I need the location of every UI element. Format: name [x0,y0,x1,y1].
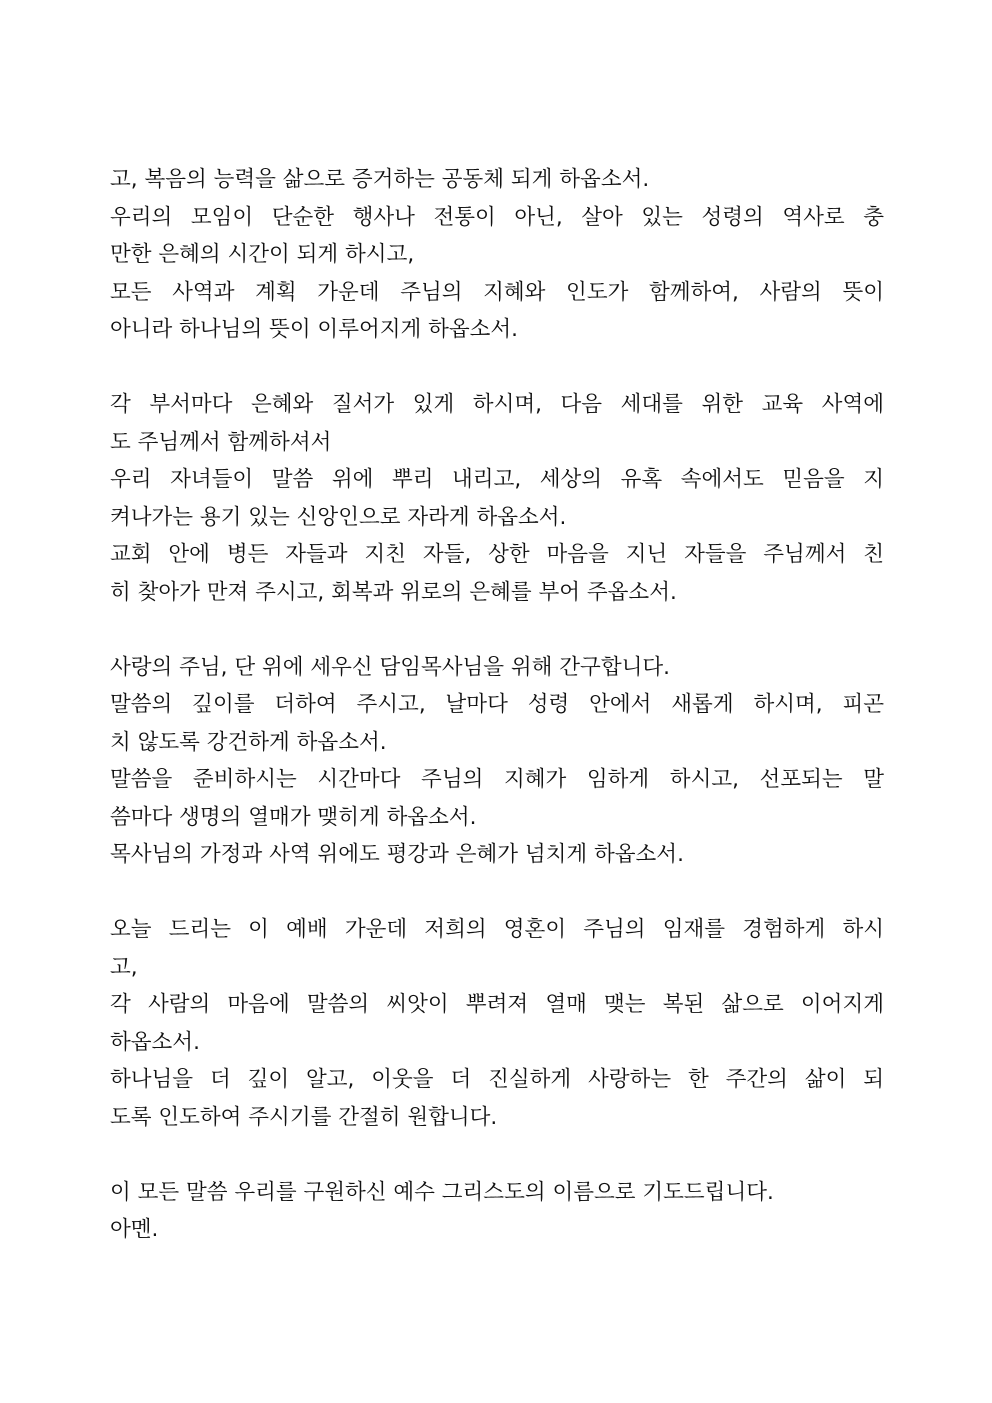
paragraph-2 [110,386,884,611]
text-line: 고, [110,954,138,980]
text-line: 모든 사역과 계획 가운데 주님의 지혜와 인도가 함께하여, 사람의 뜻이 [110,279,884,305]
paragraph-3 [110,649,884,874]
text-line: 교회 안에 병든 자들과 지친 자들, 상한 마음을 지닌 자들을 주님께서 친 [110,542,884,567]
text-line: 오늘 드리는 이 예배 가운데 저희의 영혼이 주님의 임재를 경험하게 하시 [110,917,884,942]
text-line: 켜나가는 용기 있는 신앙인으로 자라게 하옵소서. [110,504,567,530]
prayer-text [110,161,884,1249]
text-line: 말씀의 깊이를 더하여 주시고, 날마다 성령 안에서 새롭게 하시며, 피곤 [110,692,884,717]
text-line: 만한 은혜의 시간이 되게 하시고, [110,242,415,267]
paragraph-1 [110,161,884,349]
text-line: 하옵소서. [110,1029,200,1055]
text-line: 각 사람의 마음에 말씀의 씨앗이 뿌려져 열매 맺는 복된 삶으로 이어지게 [110,992,884,1017]
text-line: 도 주님께서 함께하셔서 [110,429,332,455]
text-line: 우리 자녀들이 말씀 위에 뿌리 내리고, 세상의 유혹 속에서도 믿음을 지 [110,467,884,492]
text-line: 씀마다 생명의 열매가 맺히게 하옵소서. [110,804,477,830]
text-line: 도록 인도하여 주시기를 간절히 원합니다. [110,1104,498,1130]
paragraph-gap [110,611,884,649]
text-line: 사랑의 주님, 단 위에 세우신 담임목사님을 위해 간구합니다. [110,654,670,680]
text-line: 아니라 하나님의 뜻이 이루어지게 하옵소서. [110,317,519,342]
paragraph-gap [110,349,884,387]
text-line: 히 찾아가 만져 주시고, 회복과 위로의 은혜를 부어 주옵소서. [110,579,677,605]
text-line: 각 부서마다 은혜와 질서가 있게 하시며, 다음 세대를 위한 교육 사역에 [110,392,884,417]
paragraph-4 [110,911,884,1136]
text-line: 이 모든 말씀 우리를 구원하신 예수 그리스도의 이름으로 기도드립니다. [110,1179,774,1205]
text-line: 아멘. [110,1217,159,1242]
text-line: 고, 복음의 능력을 삶으로 증거하는 공동체 되게 하옵소서. [110,167,650,192]
paragraph-gap [110,874,884,912]
text-line: 말씀을 준비하시는 시간마다 주님의 지혜가 임하게 하시고, 선포되는 말 [110,767,884,792]
paragraph-gap [110,1136,884,1174]
paragraph-5 [110,1174,884,1249]
text-line: 우리의 모임이 단순한 행사나 전통이 아닌, 살아 있는 성령의 역사로 충 [110,204,884,230]
text-line: 목사님의 가정과 사역 위에도 평강과 은혜가 넘치게 하옵소서. [110,842,684,867]
text-line: 하나님을 더 깊이 알고, 이웃을 더 진실하게 사랑하는 한 주간의 삶이 되 [110,1067,884,1092]
text-line: 치 않도록 강건하게 하옵소서. [110,729,387,755]
